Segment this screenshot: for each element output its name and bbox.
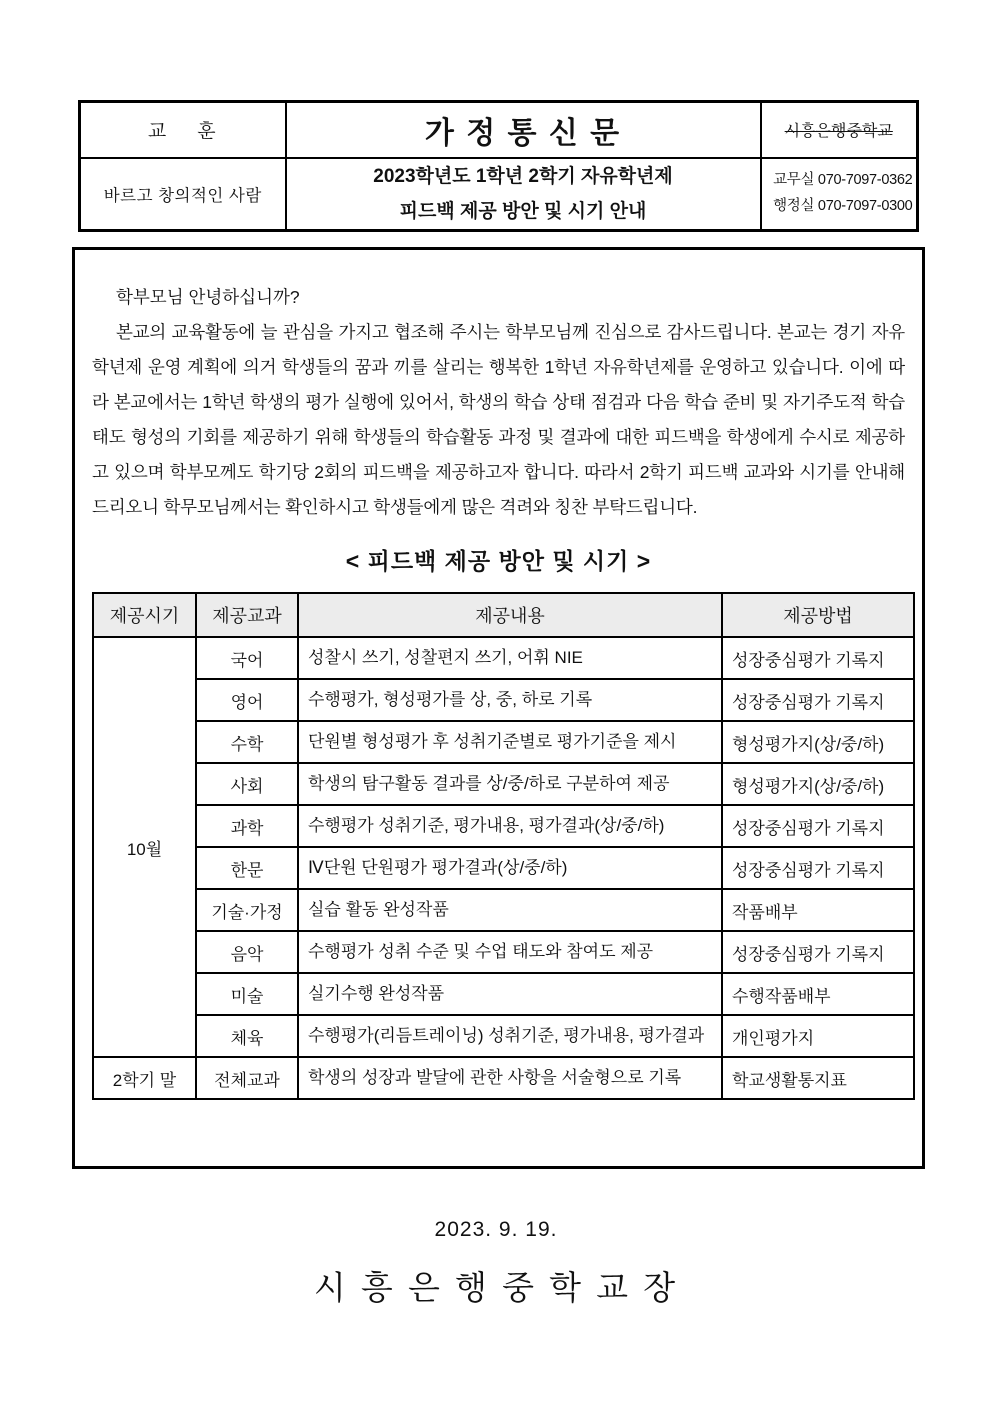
method-cell: 성장중심평가 기록지 xyxy=(722,805,914,847)
method-cell: 학교생활통지표 xyxy=(722,1057,914,1099)
method-cell: 성장중심평가 기록지 xyxy=(722,679,914,721)
method-cell: 성장중심평가 기록지 xyxy=(722,637,914,679)
method-cell: 개인평가지 xyxy=(722,1015,914,1057)
period-cell: 10월 xyxy=(93,637,196,1057)
content-cell: 수행평가 성취기준, 평가내용, 평가결과(상/중/하) xyxy=(298,805,722,847)
table-row xyxy=(93,847,914,889)
table-row xyxy=(93,973,914,1015)
header-period: 제공시기 xyxy=(93,593,196,637)
header-subject: 제공교과 xyxy=(196,593,298,637)
feedback-table-header-row xyxy=(93,593,914,637)
feedback-table-body xyxy=(93,637,914,1099)
subject-cell: 미술 xyxy=(196,973,298,1015)
contact-phones xyxy=(761,158,918,231)
document-title-line2: 피드백 제공 방안 및 시기 안내 xyxy=(399,200,647,222)
content-cell: 단원별 형성평가 후 성취기준별로 평가기준을 제시 xyxy=(298,721,722,763)
content-cell: Ⅳ단원 단원평가 평가결과(상/중/하) xyxy=(298,847,722,889)
subject-cell: 과학 xyxy=(196,805,298,847)
header-table xyxy=(78,100,919,232)
content-box xyxy=(72,247,925,1169)
motto-label: 교 훈 xyxy=(80,102,286,158)
subject-cell: 전체교과 xyxy=(196,1057,298,1099)
content-cell: 실습 활동 완성작품 xyxy=(298,889,722,931)
issue-date: 2023. 9. 19. xyxy=(434,1218,558,1241)
header-row-bottom xyxy=(80,158,918,231)
method-cell: 성장중심평가 기록지 xyxy=(722,847,914,889)
body-paragraph: 본교의 교육활동에 늘 관심을 가지고 협조해 주시는 학부모님께 진심으로 감사드립니다. 본교는 경기 자유학년제 운영 계획에 의거 학생들의 꿈과 끼를 살리는 행복한 1학년 자유학년제를 운영하고 있습니다. 이에 따라 본교에서는 1학년 학생의 평가 실행에 있어서, 학생의 학습 상태 점검과 다음 학습 준비 및 자기주도적 학습 태도 형성의 기회를 제공하기 위해 학생들의 학습활동 과정 및 결과에 대한 피드백을 학생에게 수시로 제공하고 있으며 학부모께도 학기당 2회의 피드백을 제공하고자 합니다. 따라서 2학기 피드백 교과와 시기를 안내해 드리오니 학무모님께서는 확인하시고 학생들에게 많은 격려와 칭찬 부탁드립니다. xyxy=(92,322,905,517)
method-cell: 작품배부 xyxy=(722,889,914,931)
content-cell: 성찰시 쓰기, 성찰편지 쓰기, 어휘 NIE xyxy=(298,637,722,679)
table-row xyxy=(93,889,914,931)
content-cell: 학생의 성장과 발달에 관한 사항을 서술형으로 기록 xyxy=(298,1057,722,1099)
content-cell: 수행평가 성취 수준 및 수업 태도와 참여도 제공 xyxy=(298,931,722,973)
feedback-table xyxy=(92,592,915,1100)
greeting-line: 학부모님 안녕하십니까? xyxy=(116,287,300,307)
document-type-title: 가 정 통 신 문 xyxy=(286,102,761,158)
document-title xyxy=(286,158,761,231)
method-cell: 형성평가지(상/중/하) xyxy=(722,763,914,805)
table-row xyxy=(93,931,914,973)
motto-value: 바르고 창의적인 사람 xyxy=(80,158,286,231)
table-row xyxy=(93,1057,914,1099)
phone-office1: 교무실 070-7097-0362 xyxy=(773,172,913,189)
table-row xyxy=(93,679,914,721)
principal-signature: 시 흥 은 행 중 학 교 장 xyxy=(313,1269,679,1306)
method-cell: 형성평가지(상/중/하) xyxy=(722,721,914,763)
period-cell: 2학기 말 xyxy=(93,1057,196,1099)
table-section-title: < 피드백 제공 방안 및 시기 > xyxy=(345,548,652,574)
table-row xyxy=(93,1015,914,1057)
table-row xyxy=(93,805,914,847)
document-title-line1: 2023학년도 1학년 2학기 자유학년제 xyxy=(373,165,673,187)
subject-cell: 기술·가정 xyxy=(196,889,298,931)
table-row xyxy=(93,721,914,763)
header-row-top xyxy=(80,102,918,158)
table-row xyxy=(93,763,914,805)
subject-cell: 국어 xyxy=(196,637,298,679)
table-row xyxy=(93,637,914,679)
content-cell: 수행평가, 형성평가를 상, 중, 하로 기록 xyxy=(298,679,722,721)
method-cell: 성장중심평가 기록지 xyxy=(722,931,914,973)
school-name: 시흥은행중학교 xyxy=(761,102,918,158)
subject-cell: 체육 xyxy=(196,1015,298,1057)
method-cell: 수행작품배부 xyxy=(722,973,914,1015)
phone-office2: 행정실 070-7097-0300 xyxy=(773,197,913,214)
subject-cell: 수학 xyxy=(196,721,298,763)
subject-cell: 한문 xyxy=(196,847,298,889)
content-cell: 실기수행 완성작품 xyxy=(298,973,722,1015)
subject-cell: 음악 xyxy=(196,931,298,973)
content-cell: 수행평가(리듬트레이닝) 성취기준, 평가내용, 평가결과 xyxy=(298,1015,722,1057)
header-method: 제공방법 xyxy=(722,593,914,637)
content-cell: 학생의 탐구활동 결과를 상/중/하로 구분하여 제공 xyxy=(298,763,722,805)
subject-cell: 사회 xyxy=(196,763,298,805)
subject-cell: 영어 xyxy=(196,679,298,721)
header-content: 제공내용 xyxy=(298,593,722,637)
